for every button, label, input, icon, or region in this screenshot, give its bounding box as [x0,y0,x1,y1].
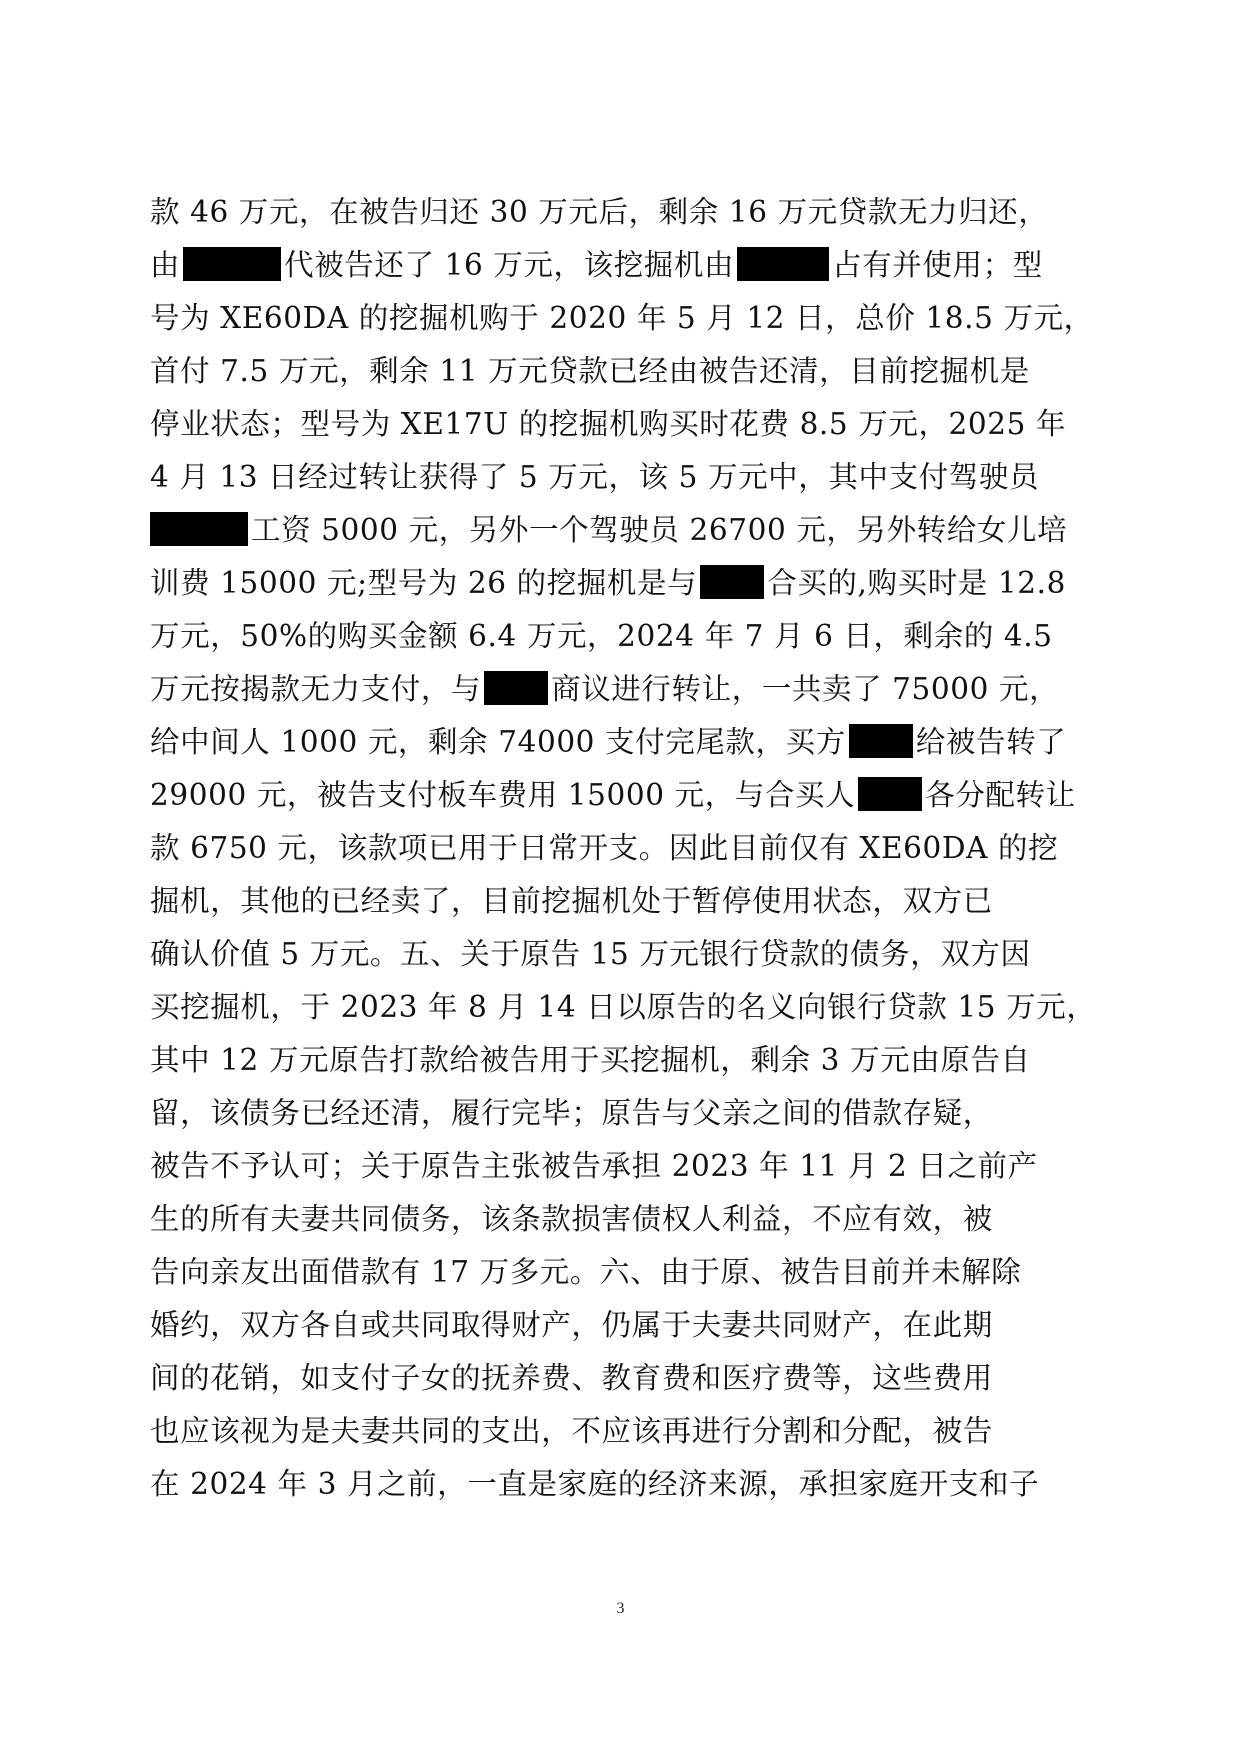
text-line-20: 生的所有夫妻共同债务，该条款损害债权人利益，不应有效，被 [150,1202,993,1236]
text-line-9: 万元，50%的购买金额 6.4 万元，2024 年 7 月 6 日，剩余的 4.5 [150,619,1053,653]
text-line-4: 首付 7.5 万元，剩余 11 万元贷款已经由被告还清，目前挖掘机是 [150,354,1030,388]
text-line-13: 款 6750 元，该款项已用于日常开支。因此目前仅有 XE60DA 的挖 [150,831,1059,865]
text-line-3: 号为 XE60DA 的挖掘机购于 2020 年 5 月 12 日，总价 18.5 万元， [150,301,1094,335]
text-line-14: 掘机，其他的已经卖了，目前挖掘机处于暂停使用状态，双方已 [150,884,993,918]
text-line-5: 停业状态；型号为 XE17U 的挖掘机购买时花费 8.5 万元，2025 年 [150,407,1067,441]
text-line-22: 婚约，双方各自或共同取得财产，仍属于夫妻共同财产，在此期 [150,1308,993,1342]
text-line-17: 其中 12 万元原告打款给被告用于买挖掘机，剩余 3 万元由原告自 [150,1043,1031,1077]
redaction-block [150,512,248,546]
text-line-11: 给中间人 1000 元，剩余 74000 支付完尾款，买方 给被告转了 [150,725,1067,759]
text-line-19: 被告不予认可；关于原告主张被告承担 2023 年 11 月 2 日之前产 [150,1149,1038,1183]
text-line-1: 款 46 万元，在被告归还 30 万元后，剩余 16 万元贷款无力归还， [150,195,1049,229]
text-line-2: 由 代被告还了 16 万元，该挖掘机由 占有并使用；型 [150,248,1043,282]
text-line-25: 在 2024 年 3 月之前，一直是家庭的经济来源，承担家庭开支和子 [150,1467,1040,1501]
text-line-21: 告向亲友出面借款有 17 万多元。六、由于原、被告目前并未解除 [150,1255,1022,1289]
text-line-10: 万元按揭款无力支付，与 商议进行转让，一共卖了 75000 元， [150,672,1060,706]
text-line-6: 4 月 13 日经过转让获得了 5 万元，该 5 万元中，其中支付驾驶员 [150,460,1040,494]
text-line-8: 训费 15000 元;型号为 26 的挖掘机是与 合买的,购买时是 12.8 [150,566,1066,600]
redaction-block [849,724,913,758]
redaction-block [484,671,548,705]
redaction-block [183,247,281,281]
redaction-block [737,247,829,281]
redaction-block [858,777,922,811]
text-line-16: 买挖掘机，于 2023 年 8 月 14 日以原告的名义向银行贷款 15 万元， [150,990,1097,1024]
text-line-23: 间的花销，如支付子女的抚养费、教育费和医疗费等，这些费用 [150,1361,993,1395]
text-line-15: 确认价值 5 万元。五、关于原告 15 万元银行贷款的债务，双方因 [150,937,1031,971]
redaction-block [700,565,764,599]
text-line-18: 留，该债务已经还清，履行完毕；原告与父亲之间的借款存疑， [150,1096,993,1130]
text-line-24: 也应该视为是夫妻共同的支出，不应该再进行分割和分配，被告 [150,1414,993,1448]
text-line-12: 29000 元，被告支付板车费用 15000 元，与合买人 各分配转让 [150,778,1076,812]
page-number: 3 [616,1600,625,1617]
text-line-7: 工资 5000 元，另外一个驾驶员 26700 元，另外转给女儿培 [150,501,1067,559]
